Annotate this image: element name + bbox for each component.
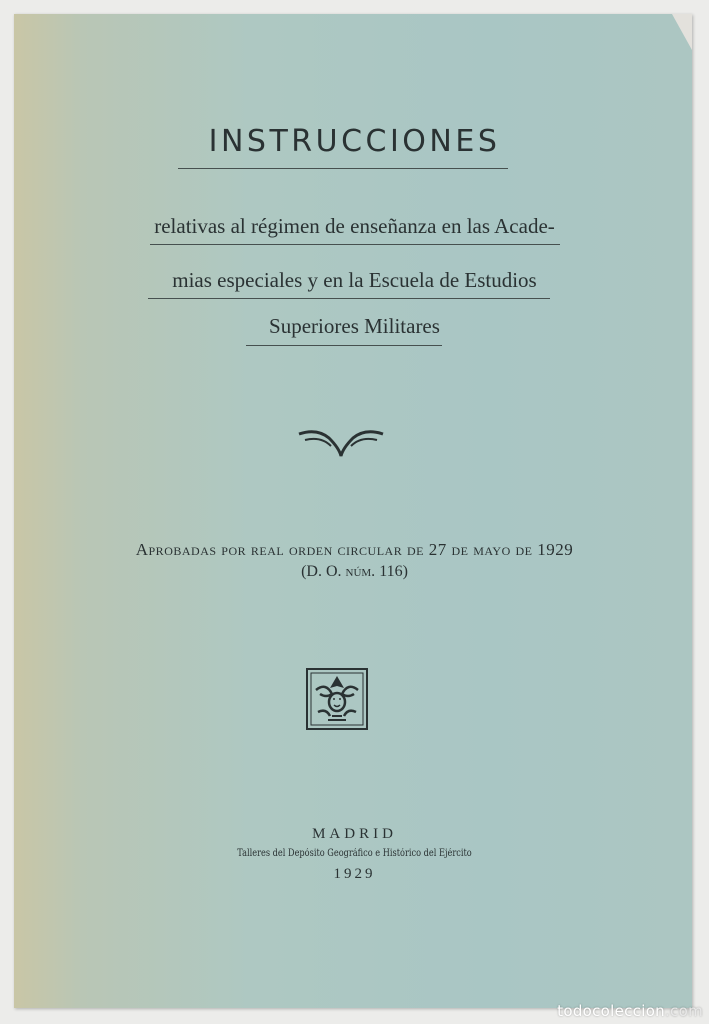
subtitle-line-2: mias especiales y en la Escuela de Estudios bbox=[172, 268, 537, 292]
publication-year: 1929 bbox=[333, 866, 376, 882]
approval-line: Aprobadas por real orden circular de 27 de mayo de 1929 bbox=[135, 540, 574, 559]
site-watermark bbox=[557, 1002, 703, 1020]
publication-reference bbox=[0, 563, 709, 581]
subtitle-rule-1 bbox=[150, 244, 560, 245]
publication-city: MADRID bbox=[312, 826, 397, 842]
reference-open: (D. O. bbox=[301, 563, 342, 580]
printer-name: Talleres del Depósito Geográfico e Histórico del Ejército bbox=[237, 848, 472, 859]
wave-ornament-icon bbox=[295, 424, 387, 460]
title-rule bbox=[178, 168, 508, 169]
subtitle-rule-3 bbox=[246, 345, 442, 346]
subtitle-line-1: relativas al régimen de enseñanza en las Acade- bbox=[154, 214, 555, 238]
torn-corner bbox=[672, 14, 692, 50]
subtitle-line-3: Superiores Militares bbox=[269, 314, 440, 338]
watermark-brand: todocoleccion bbox=[557, 1002, 665, 1020]
document-title: INSTRUCCIONES bbox=[208, 124, 501, 159]
subtitle-rule-2 bbox=[148, 298, 550, 299]
reference-num-label: núm. bbox=[345, 563, 376, 580]
watermark-tld: .com bbox=[664, 1002, 703, 1020]
printer-emblem-icon bbox=[306, 668, 368, 730]
reference-close: 116) bbox=[379, 563, 408, 580]
